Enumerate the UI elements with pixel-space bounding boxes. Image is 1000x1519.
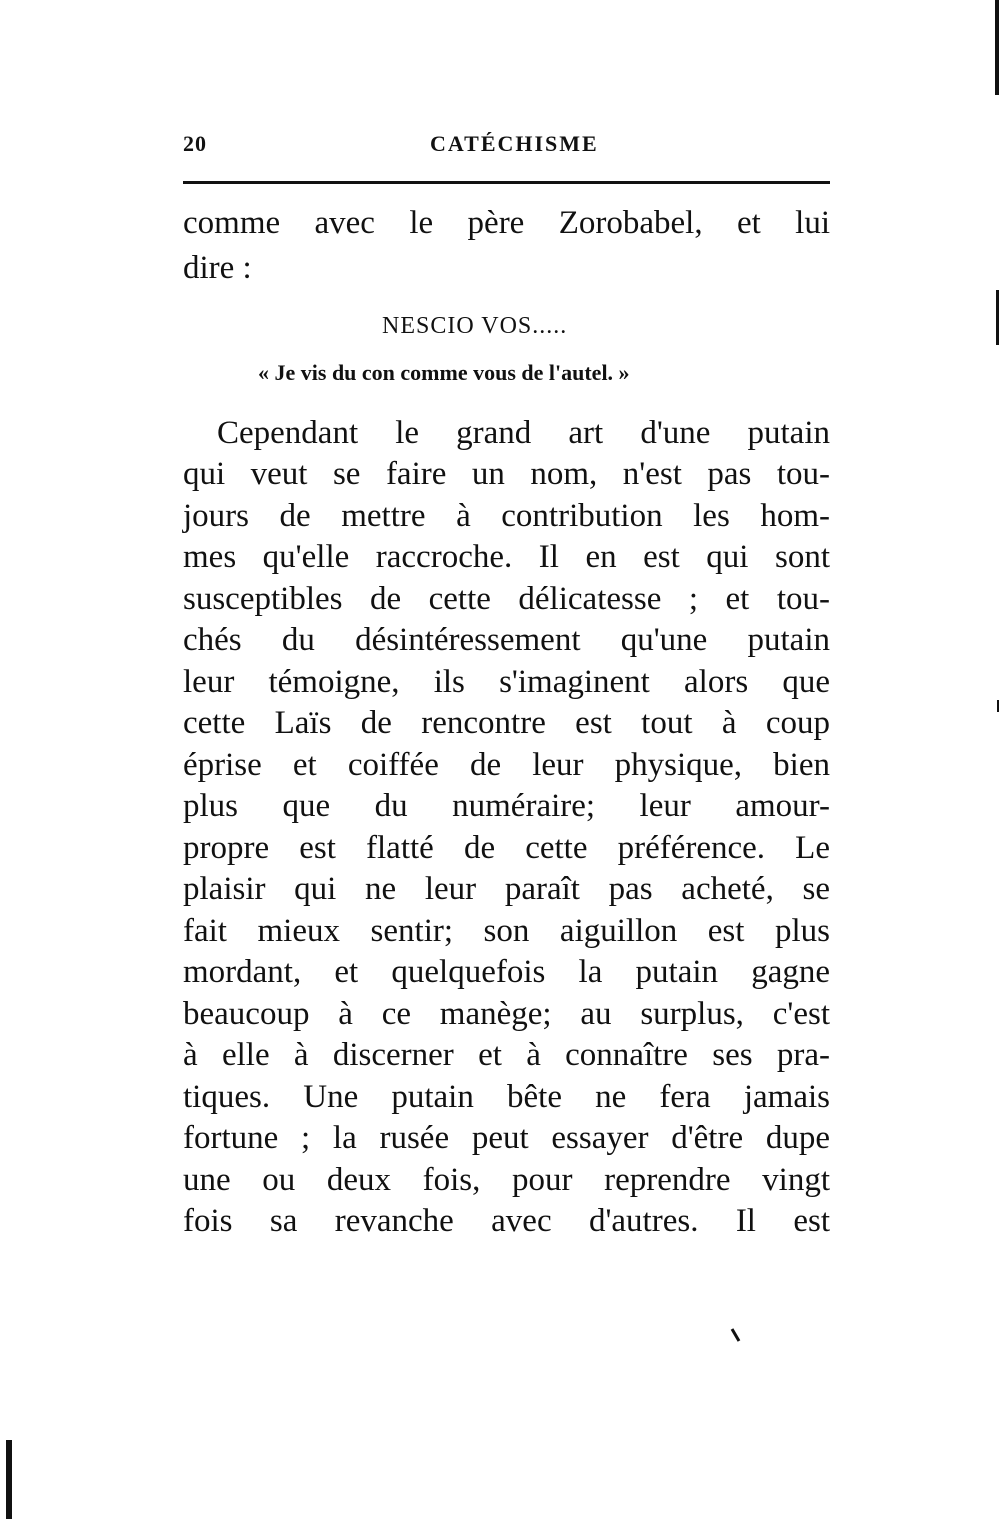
paragraph-line: une ou deux fois, pour reprendre vingt xyxy=(183,1162,830,1198)
paragraph-line: susceptibles de cette délicatesse ; et tou- xyxy=(183,581,830,617)
epigraph-title: NESCIO VOS..... xyxy=(382,313,568,339)
paragraph-line: fait mieux sentir; son aiguillon est plus xyxy=(183,913,830,949)
paragraph-line: beaucoup à ce manège; au surplus, c'est xyxy=(183,996,830,1032)
body-line: comme avec le père Zorobabel, et lui xyxy=(183,205,830,241)
paragraph-line: Cependant le grand art d'une putain xyxy=(217,415,830,451)
scan-edge-mark xyxy=(995,0,999,95)
paragraph-line: tiques. Une putain bête ne fera jamais xyxy=(183,1079,830,1115)
paragraph-line: fortune ; la rusée peut essayer d'être dupe xyxy=(183,1120,830,1156)
paragraph-line: cette Laïs de rencontre est tout à coup xyxy=(183,705,830,741)
page-number: 20 xyxy=(183,131,207,156)
scan-edge-mark xyxy=(997,700,999,712)
paragraph-line: jours de mettre à contribution les hom- xyxy=(183,498,830,534)
paragraph-line: mes qu'elle raccroche. Il en est qui sont xyxy=(183,539,830,575)
paragraph-line: à elle à discerner et à connaître ses pra- xyxy=(183,1037,830,1073)
paragraph-line: plus que du numéraire; leur amour- xyxy=(183,788,830,824)
running-title: CATÉCHISME xyxy=(430,131,599,156)
paragraph-line: fois sa revanche avec d'autres. Il est xyxy=(183,1203,830,1239)
epigraph-quote: « Je vis du con comme vous de l'autel. » xyxy=(258,360,630,385)
paragraph-line: chés du désintéressement qu'une putain xyxy=(183,622,830,658)
paragraph-line: mordant, et quelquefois la putain gagne xyxy=(183,954,830,990)
body-line: dire : xyxy=(183,250,252,286)
paragraph-line: leur témoigne, ils s'imaginent alors que xyxy=(183,664,830,700)
paragraph-line: éprise et coiffée de leur physique, bien xyxy=(183,747,830,783)
paragraph-line: qui veut se faire un nom, n'est pas tou- xyxy=(183,456,830,492)
scan-edge-mark xyxy=(996,290,999,345)
scan-speck xyxy=(731,1328,741,1342)
scan-edge-mark xyxy=(6,1440,12,1519)
paragraph-line: plaisir qui ne leur paraît pas acheté, se xyxy=(183,871,830,907)
header-rule xyxy=(183,181,830,184)
paragraph-line: propre est flatté de cette préférence. Le xyxy=(183,830,830,866)
